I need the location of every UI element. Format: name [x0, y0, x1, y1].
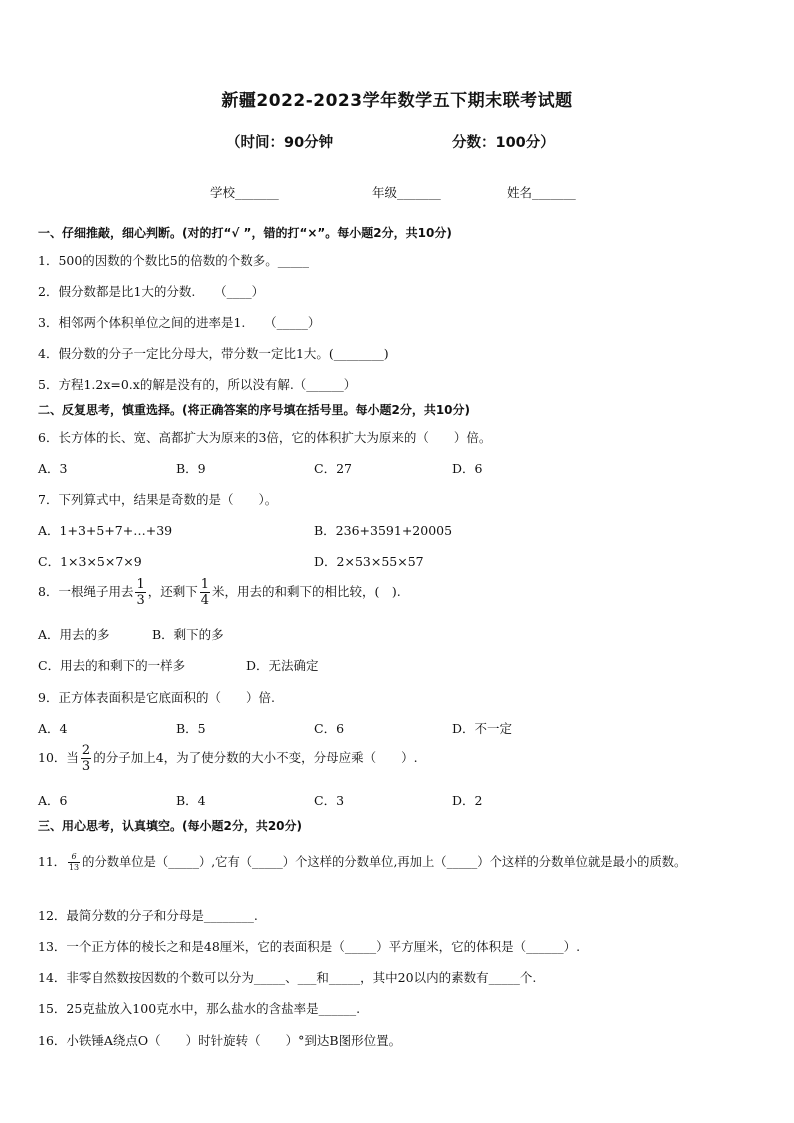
q8-option-a: A．用去的多	[38, 627, 110, 642]
q7-option-a: A．1+3+5+7+…+39	[38, 523, 173, 538]
q11-text-post: 的分数单位是（_____）,它有（_____）个这样的分数单位,再加上（_____）个这样的分数单位就是最小的质数。	[82, 855, 687, 869]
q10-fraction-numerator: 2	[81, 743, 91, 758]
q8-fraction-2-numerator: 1	[200, 577, 210, 592]
q8-fraction-2	[200, 578, 210, 607]
q7-option-d: D．2×53×55×57	[314, 554, 424, 569]
q6-option-b: B．9	[176, 461, 206, 476]
q10-text-post: 的分子加上4，为了使分数的大小不变，分母应乘（ ）.	[93, 750, 418, 765]
q10-option-d: D．2	[452, 793, 483, 808]
question-8	[38, 578, 401, 607]
school-field: 学校_______	[210, 185, 279, 200]
question-14: 14．非零自然数按因数的个数可以分为_____、___和_____，其中20以内的素数有_____个.	[38, 970, 537, 985]
q8-fraction-1	[135, 578, 145, 607]
q6-option-a: A．3	[38, 461, 68, 476]
section-3-heading: 三、用心思考，认真填空。(每小题2分，共20分)	[38, 819, 303, 833]
q7-option-c: C．1×3×5×7×9	[38, 554, 142, 569]
question-13: 13．一个正方体的棱长之和是48厘米，它的表面积是（_____）平方厘米，它的体积是（______）.	[38, 939, 581, 954]
question-3: 3．相邻两个体积单位之间的进率是1. （_____）	[38, 315, 321, 330]
question-1: 1．500的因数的个数比5的倍数的个数多。_____	[38, 253, 310, 268]
q9-option-a: A．4	[38, 721, 68, 736]
q8-option-c: C．用去的和剩下的一样多	[38, 658, 186, 673]
section-2-heading: 二、反复思考，慎重选择。(将正确答案的序号填在括号里。每小题2分，共10分)	[38, 403, 471, 417]
q11-fraction-numerator: 6	[68, 853, 80, 863]
question-16: 16．小铁锤A绕点O（ ）时针旋转（ ）°到达B图形位置。	[38, 1033, 402, 1048]
q10-option-a: A．6	[38, 793, 68, 808]
question-12: 12．最简分数的分子和分母是________.	[38, 908, 258, 923]
q10-fraction-denominator: 3	[81, 759, 91, 774]
question-9: 9．正方体表面积是它底面积的（ ）倍.	[38, 690, 275, 705]
name-field: 姓名_______	[507, 185, 576, 200]
q6-option-d: D．6	[452, 461, 483, 476]
q7-option-b: B．236+3591+20005	[314, 523, 453, 538]
question-6: 6．长方体的长、宽、高都扩大为原来的3倍，它的体积扩大为原来的（ ）倍。	[38, 430, 492, 445]
question-15: 15．25克盐放入100克水中，那么盐水的含盐率是______.	[38, 1001, 361, 1016]
q11-fraction-denominator: 13	[68, 863, 80, 872]
exam-title: 新疆2022-2023学年数学五下期末联考试题	[221, 91, 573, 111]
q8-option-d: D．无法确定	[246, 658, 319, 673]
q8-text-mid: ，还剩下	[147, 584, 198, 599]
question-10	[38, 744, 418, 773]
q9-option-b: B．5	[176, 721, 206, 736]
q9-option-d: D．不一定	[452, 721, 513, 736]
grade-field: 年级_______	[372, 185, 441, 200]
q10-option-c: C．3	[314, 793, 345, 808]
q9-option-c: C．6	[314, 721, 345, 736]
q8-option-b: B．剩下的多	[152, 627, 224, 642]
section-1-heading: 一、仔细推敲，细心判断。(对的打“√ ”，错的打“×”。每小题2分，共10分)	[38, 226, 452, 240]
question-7: 7．下列算式中，结果是奇数的是（ ）。	[38, 492, 278, 507]
q11-fraction	[68, 853, 80, 872]
q6-option-c: C．27	[314, 461, 352, 476]
q8-fraction-1-denominator: 3	[136, 593, 145, 608]
question-4: 4．假分数的分子一定比分母大，带分数一定比1大。(________)	[38, 346, 389, 361]
question-5: 5．方程1.2x=0.x的解是没有的，所以没有解.（______）	[38, 377, 357, 392]
q8-fraction-2-denominator: 4	[200, 593, 210, 608]
q11-text-pre: 11．	[38, 855, 66, 869]
exam-score: 分数：100分）	[452, 135, 555, 151]
q10-text-pre: 10．当	[38, 750, 79, 765]
q10-fraction	[81, 744, 91, 773]
q8-fraction-1-numerator: 1	[136, 577, 145, 592]
exam-time: （时间：90分钟	[226, 135, 334, 151]
question-11	[38, 852, 686, 872]
question-2: 2．假分数都是比1大的分数. （____）	[38, 284, 265, 299]
q8-text-post: 米，用去的和剩下的相比较，( ).	[212, 584, 401, 599]
q8-text-pre: 8．一根绳子用去	[38, 584, 134, 599]
q10-option-b: B．4	[176, 793, 206, 808]
